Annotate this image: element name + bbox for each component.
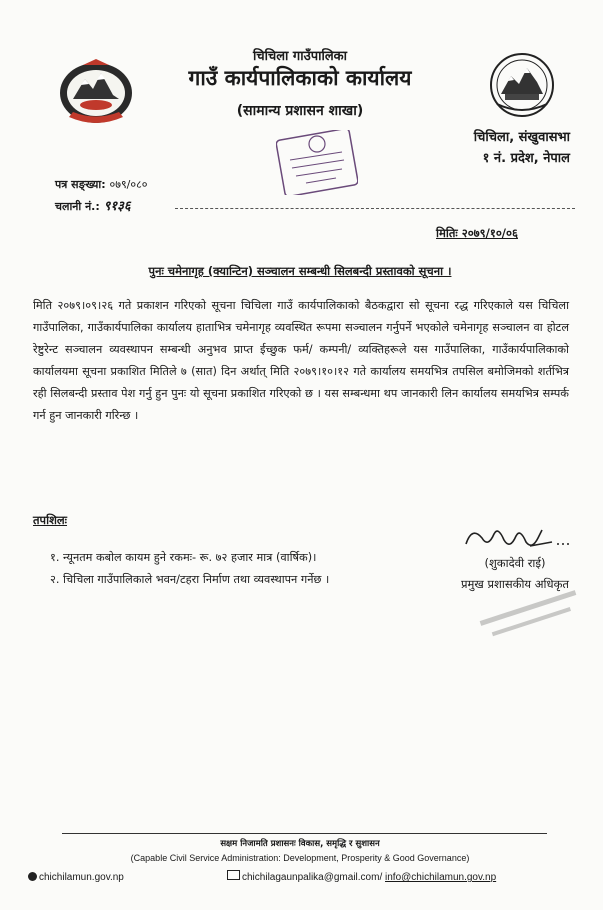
footer-divider [62,833,547,834]
letter-number-value: ०७९/०८० [109,178,148,191]
envelope-icon [227,870,240,880]
dispatch-number-value: ९१३६ [103,199,131,214]
details-item: १. न्यूनतम कबोल कायम हुने रकमः- रू. ७२ हजार मात्र (वार्षिक)। [50,551,317,564]
dispatch-number [55,196,131,214]
details-heading: तपशिलः [33,513,68,527]
globe-icon [28,872,37,881]
municipality-name: चिचिला गाउँपालिका [252,49,348,64]
letter-date: मितिः २०७९/१०/०६ [436,226,518,240]
address-line-1: चिचिला, संखुवासभा [473,130,570,145]
municipality-logo-icon [487,52,557,118]
header-divider [175,208,575,209]
letter-number-label: पत्र सङ्ख्या: [55,178,106,191]
dispatch-number-label: चलानी नं.: [55,200,100,213]
notice-subject: पुनः चमेनागृह (क्यान्टिन) सञ्चालन सम्बन्धी सिलबन्दी प्रस्तावको सूचना । [148,264,452,278]
email-contacts [227,870,496,883]
office-stamp [276,130,358,195]
email-link-info[interactable]: info@chichilamun.gov.np [385,872,497,883]
footer-motto-nepali: सक्षम निजामति प्रशासनः विकास, समृद्धि र सुशासन [220,839,380,849]
notice-body: मिति २०७९।०९।२६ गते प्रकाशन गरिएको सूचना चिचिला गाउँ कार्यपालिकाको बैठकद्वारा सो सूचना रद्ध गरिएकाले यस चिचिला गाउँपालिका, गाउँकार्यपालिका कार्यालय हाताभित्र चमेनागृह व्यवस्थित रूपमा सञ्चालन गर्नुपर्ने भएकोले चमेनागृह सञ्चालन वा होटल रेष्टुरेन्ट सञ्चालन व्यवस्थापन सम्बन्धी अनुभव प्राप्त ईच्छुक फर्म/ कम्पनी/ व्यक्तिहरूले यस गाउँपालिका, गाउँकार्यपालिकाको कार्यालयमा सूचना प्रकाशित मितिले ७ (सात) दिन अर्थात् मिति २०७९।१०।१२ गते कार्यालय समयभित्र तपसिल बमोजिमको शर्तभित्र रही सिलबन्दी प्रस्ताव पेश गर्नु हुन पुनः यो सूचना प्रकाशित गरिएको छ । यस सम्बन्धमा थप जानकारी लिन कार्यालय समयभित्र सम्पर्क गर्न हुन जानकारी गरिन्छ । [33,299,569,422]
email-link-primary[interactable]: chichilagaunpalika@gmail.com/ [242,872,383,883]
address-line-2: १ नं. प्रदेश, नेपाल [482,151,570,166]
website-link[interactable] [28,872,124,883]
office-title: गाउँ कार्यपालिकाको कार्यालय [188,66,412,90]
signatory-title: प्रमुख प्रशासकीय अधिकृत [461,577,569,591]
details-item: २. चिचिला गाउँपालिकाले भवन/टहरा निर्माण तथा व्यवस्थापन गर्नेछ । [50,573,330,586]
section-name: (सामान्य प्रशासन शाखा) [236,103,364,119]
signatory-name: (शुकादेवी राई) [484,556,546,570]
handwritten-signature [460,520,575,556]
footer-motto-english: (Capable Civil Service Administration: Development, Prosperity & Good Governance) [130,853,470,863]
letter-number [55,177,148,192]
website-text: chichilamun.gov.np [39,872,124,883]
